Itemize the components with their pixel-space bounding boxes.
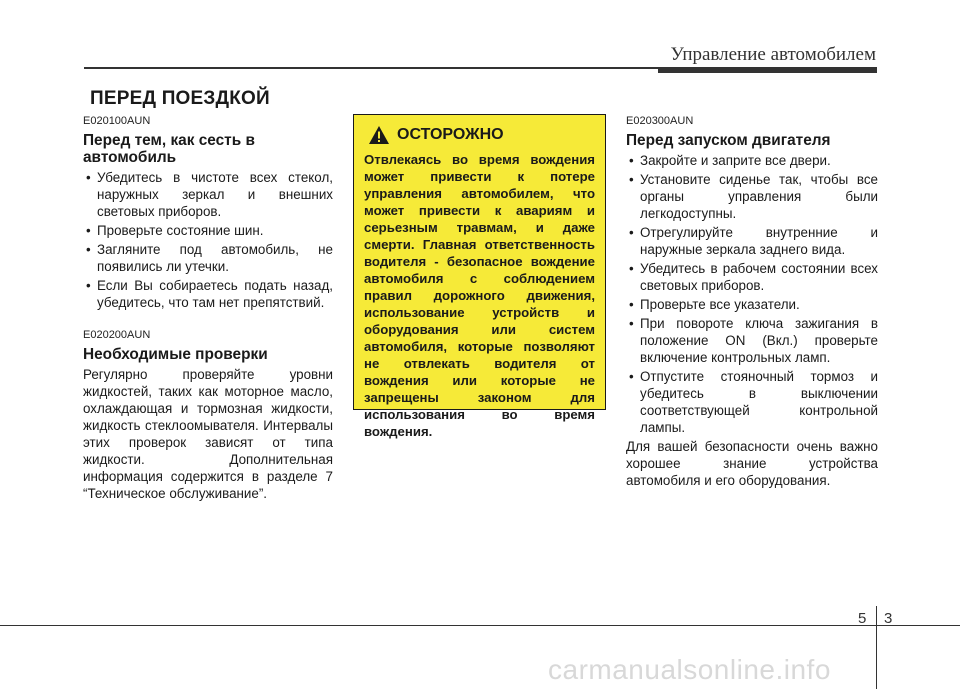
list-item: • Проверьте состояние шин.: [83, 222, 333, 239]
list-item: • Загляните под автомобиль, не появились ли утечки.: [83, 241, 333, 275]
list-item: • Отпустите стояночный тормоз и убедитесь в выключении соответствующей контрольной лампы.: [626, 368, 878, 436]
list-item: • Отрегулируйте внутренние и наружные зеркала заднего вида.: [626, 224, 878, 258]
body-paragraph: Для вашей безопасности очень важно хорошее знание устройства автомобиля и его оборудования.: [626, 439, 878, 488]
body-paragraph: Регулярно проверяйте уровни жидкостей, таких как моторное масло, охлаждающая и тормозная жидкости, жидкость стеклоомывателя. Интервалы этих проверок зависят от типа жидкости. Дополнительная информация содержится в разделе 7 “Техническое обслуживание”.: [83, 367, 333, 501]
running-header-title: Управление автомобилем: [670, 44, 876, 65]
checklist: [626, 152, 878, 436]
list-item: • Убедитесь в чистоте всех стекол, наружных зеркал и внешних световых приборов.: [83, 169, 333, 220]
warning-triangle-icon: [368, 125, 390, 145]
warning-header: [364, 123, 595, 147]
subsection-heading: Перед запуском двигателя: [626, 132, 831, 149]
section-code: E020200AUN: [83, 329, 151, 341]
page-chapter-number: 5: [858, 610, 867, 627]
list-item: • Установите сиденье так, чтобы все органы управления были легкодоступны.: [626, 171, 878, 222]
warning-text: Отвлекаясь во время вождения может привести к потере управления автомобилем, что может привести к авариям и серьезным травмам, и даже смерти. Главная ответственность водителя - безопасное вождение автомобиля с соблюдением правил дорожного движения, использование устройств и оборудования или систем автомобиля, которые позволяют не отвлекать водителя от вождения или которые не запрещены законом для использования во время вождения.: [364, 152, 595, 439]
section-title: ПЕРЕД ПОЕЗДКОЙ: [90, 88, 270, 109]
footer-rule: [0, 625, 960, 626]
header-bar: [658, 67, 877, 73]
list-item: • Если Вы собираетесь подать назад, убедитесь, что там нет препятствий.: [83, 277, 333, 311]
watermark: carmanualsonline.info: [548, 654, 831, 685]
warning-title: ОСТОРОЖНО: [397, 126, 504, 143]
right-column: [626, 110, 878, 489]
left-column: [83, 110, 333, 502]
section-code: E020100AUN: [83, 115, 151, 127]
checklist: [83, 169, 333, 311]
list-item: • Закройте и заприте все двери.: [626, 152, 878, 169]
warning-box: [353, 114, 606, 439]
list-item: • Проверьте все указатели.: [626, 296, 878, 313]
subsection-heading: Необходимые проверки: [83, 346, 268, 363]
section-code: E020300AUN: [626, 115, 694, 127]
footer-divider: [876, 606, 877, 689]
list-item: • Убедитесь в рабочем состоянии всех световых приборов.: [626, 260, 878, 294]
list-item: • При повороте ключа зажигания в положение ON (Вкл.) проверьте включение контрольных ламп.: [626, 315, 878, 366]
page-number: 3: [884, 610, 893, 627]
subsection-heading: Перед тем, как сесть в автомобиль: [83, 132, 255, 166]
